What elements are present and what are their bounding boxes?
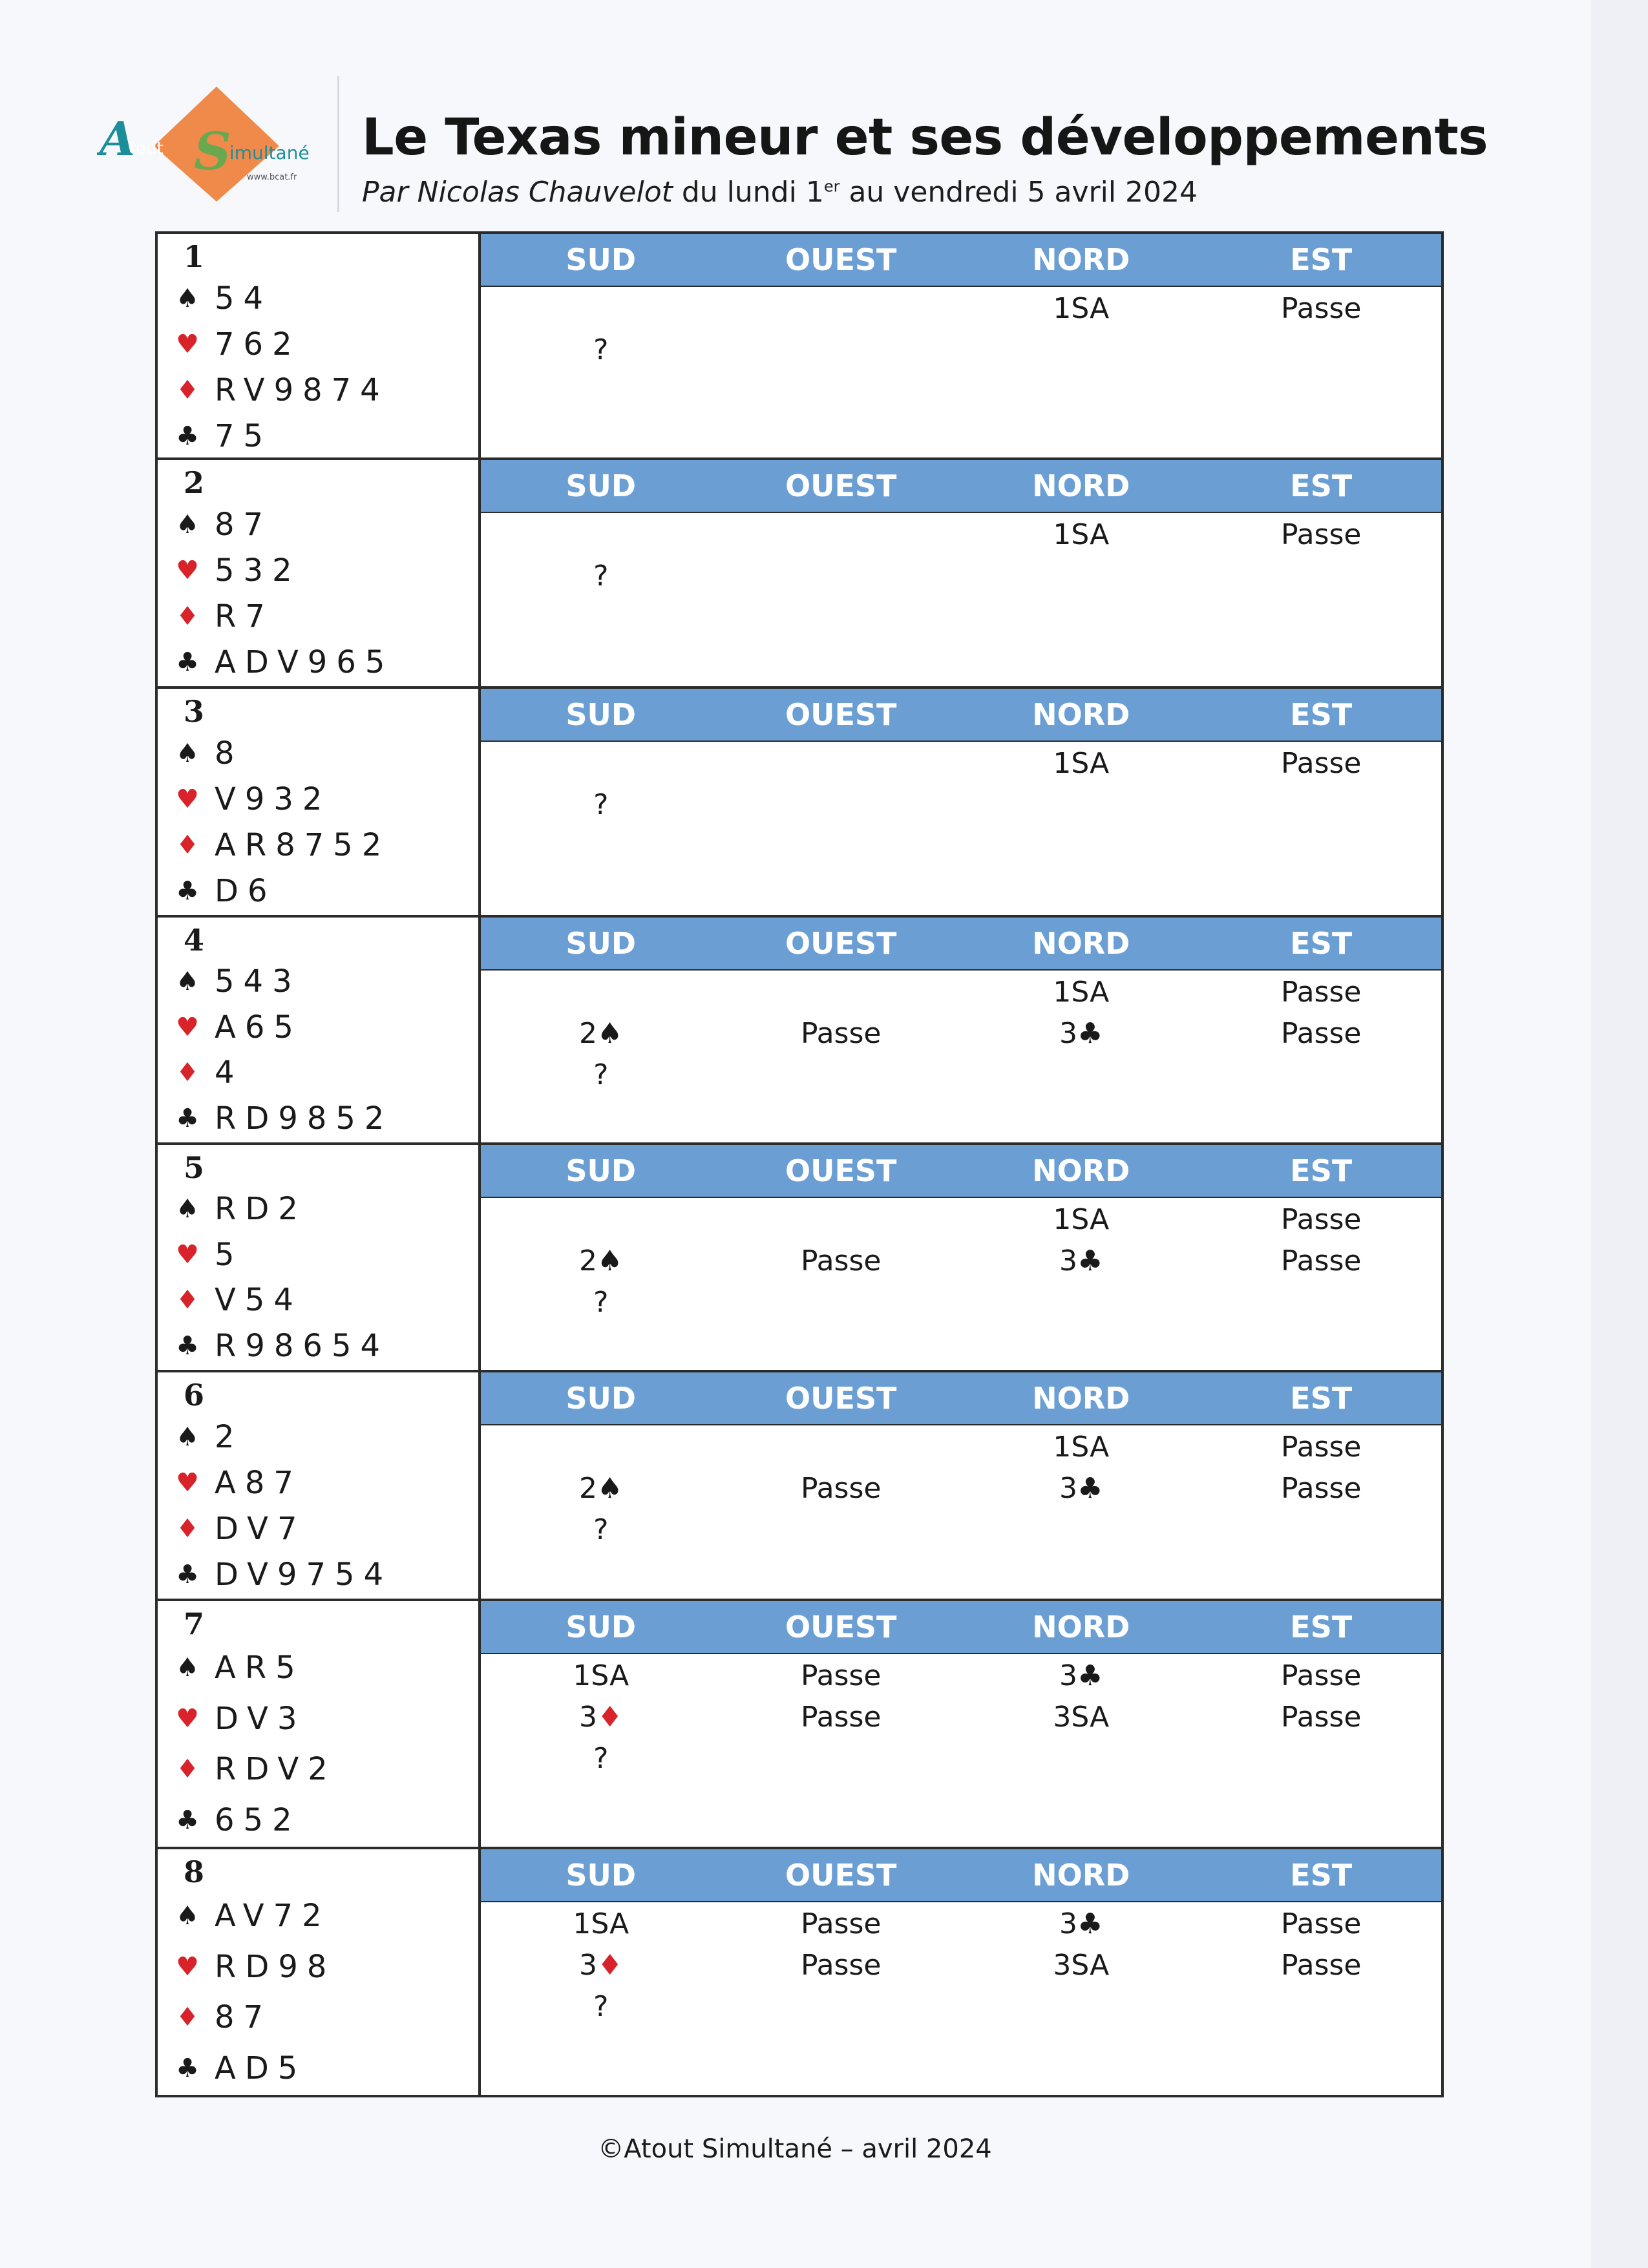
- auction: [481, 1849, 1441, 2095]
- auction-row: [481, 556, 1441, 597]
- suit-line-hearts: [173, 1232, 478, 1278]
- column-header-nord: NORD: [1032, 1153, 1130, 1188]
- auction-row: [481, 1427, 1441, 1468]
- club-icon: ♣: [176, 1805, 199, 1835]
- cards-diamonds: V54: [215, 1282, 302, 1319]
- auction-row: [481, 1697, 1441, 1738]
- deal-3: [155, 689, 1444, 918]
- suit-line-diamonds: [173, 822, 478, 868]
- column-header-est: EST: [1290, 926, 1353, 961]
- column-header-est: EST: [1290, 697, 1353, 732]
- auction-row: [481, 1241, 1441, 1282]
- svg-text:www.bcat.fr: www.bcat.fr: [247, 173, 297, 182]
- hand: [158, 1372, 481, 1599]
- auction-row: [481, 1013, 1441, 1055]
- suit-line-clubs: [173, 639, 478, 685]
- auction-header: [481, 460, 1441, 513]
- bid-ouest: [721, 1199, 962, 1241]
- deal-6: [155, 1372, 1444, 1601]
- column-header-sud: SUD: [565, 1153, 637, 1188]
- heart-icon: ♥: [176, 1239, 199, 1270]
- spade-icon: ♠: [176, 1422, 199, 1452]
- bid-sud: [481, 1199, 721, 1241]
- bid-nord: 1SA: [1053, 292, 1110, 325]
- club-icon: ♣: [176, 2053, 199, 2083]
- club-icon: ♣: [176, 647, 199, 677]
- bid-nord: 1SA: [1053, 747, 1110, 780]
- hand: [158, 689, 481, 915]
- bid-ouest: [721, 1427, 962, 1468]
- diamond-icon: ♦: [176, 1754, 199, 1785]
- page-title: Le Texas mineur et ses développements: [362, 109, 1488, 167]
- deal-number: 2: [184, 465, 205, 500]
- auction: [481, 918, 1441, 1142]
- column-header-sud: SUD: [565, 1858, 637, 1893]
- spade-icon: ♠: [176, 509, 199, 540]
- bid-sud: [481, 514, 721, 556]
- deal-1: [155, 231, 1444, 460]
- cards-spades: 87: [215, 506, 273, 543]
- auction-row: [481, 1945, 1441, 1986]
- suit-line-hearts: [173, 1694, 478, 1745]
- diamond-icon: ♦: [176, 1285, 199, 1316]
- bid-ouest: Passe: [801, 1244, 882, 1277]
- deal-4: [155, 918, 1444, 1145]
- suit-line-spades: [173, 730, 478, 776]
- suit-line-clubs: [173, 1323, 478, 1369]
- column-header-est: EST: [1290, 1153, 1353, 1188]
- cards-hearts: A87: [215, 1464, 302, 1501]
- column-header-est: EST: [1290, 242, 1353, 277]
- deal-8: [155, 1849, 1444, 2097]
- auction: [481, 1601, 1441, 1847]
- bid-est: Passe: [1281, 1701, 1362, 1734]
- bid-sud: [481, 972, 721, 1013]
- auction-row: [481, 972, 1441, 1013]
- bid-sud: ?: [593, 560, 609, 593]
- bid-ouest: [721, 1738, 962, 1780]
- club-icon: ♣: [176, 1330, 199, 1361]
- deal-5: [155, 1145, 1444, 1372]
- heart-icon: ♥: [176, 1703, 199, 1734]
- cards-spades: 8: [215, 735, 244, 772]
- column-header-est: EST: [1290, 1858, 1353, 1893]
- bid-nord: 3♣: [1059, 1017, 1103, 1050]
- cards-spades: RD2: [215, 1191, 307, 1228]
- deal-number: 7: [184, 1606, 205, 1641]
- cards-hearts: V932: [215, 781, 332, 817]
- hand: [158, 1601, 481, 1847]
- cards-diamonds: AR8752: [215, 826, 391, 863]
- bid-nord: [961, 1509, 1201, 1551]
- auction-header: [481, 1601, 1441, 1654]
- cards-clubs: D6: [215, 872, 277, 909]
- cards-diamonds: DV7: [215, 1510, 306, 1547]
- auction-row: [481, 743, 1441, 784]
- diamond-icon: ♦: [176, 601, 199, 631]
- deal-number: 8: [184, 1854, 205, 1889]
- diamond-icon: ♦: [176, 1058, 199, 1088]
- subtitle-sup: er: [823, 177, 840, 196]
- column-header-est: EST: [1290, 1610, 1353, 1644]
- column-header-ouest: OUEST: [785, 1610, 897, 1644]
- cards-clubs: RD9852: [215, 1100, 394, 1137]
- cards-clubs: AD5: [215, 2050, 307, 2086]
- suit-line-hearts: [173, 1005, 478, 1051]
- suit-line-clubs: [173, 1795, 478, 1846]
- bid-ouest: Passe: [801, 1659, 882, 1692]
- bid-est: Passe: [1281, 747, 1362, 780]
- cards-hearts: 532: [215, 552, 301, 589]
- suit-line-clubs: [173, 413, 478, 459]
- column-header-est: EST: [1290, 468, 1353, 503]
- atout-simultane-logo: [97, 83, 336, 205]
- auction-row: [481, 1904, 1441, 1945]
- column-header-nord: NORD: [1032, 1381, 1130, 1416]
- deal-7: [155, 1601, 1444, 1849]
- hand: [158, 1849, 481, 2095]
- bid-ouest: [721, 1055, 962, 1096]
- bid-est: Passe: [1281, 1949, 1362, 1982]
- subtitle-author: Par Nicolas Chauvelot: [362, 176, 673, 209]
- spade-icon: ♠: [176, 283, 199, 313]
- page-edge: [1591, 0, 1648, 2268]
- club-icon: ♣: [176, 876, 199, 906]
- bid-nord: 3♣: [1059, 1659, 1103, 1692]
- bid-est: Passe: [1281, 292, 1362, 325]
- column-header-nord: NORD: [1032, 926, 1130, 961]
- column-header-sud: SUD: [565, 697, 637, 732]
- bid-est: [1201, 1282, 1442, 1323]
- suit-line-diamonds: [173, 1277, 478, 1323]
- bid-est: [1201, 556, 1442, 597]
- bid-est: Passe: [1281, 1203, 1362, 1236]
- auction: [481, 460, 1441, 686]
- column-header-nord: NORD: [1032, 468, 1130, 503]
- bid-est: Passe: [1281, 976, 1362, 1009]
- cards-diamonds: 4: [215, 1055, 244, 1091]
- bid-sud: 2♠: [579, 1017, 623, 1050]
- suit-line-spades: [173, 1186, 478, 1232]
- heart-icon: ♥: [176, 1012, 199, 1042]
- column-header-sud: SUD: [565, 1381, 637, 1416]
- suit-line-hearts: [173, 547, 478, 593]
- column-header-sud: SUD: [565, 468, 637, 503]
- auction-row: [481, 288, 1441, 330]
- bid-sud: ?: [593, 1286, 609, 1319]
- club-icon: ♣: [176, 421, 199, 451]
- cards-hearts: 762: [215, 326, 301, 362]
- bid-nord: 3♣: [1059, 1907, 1103, 1940]
- bid-ouest: Passe: [801, 1472, 882, 1505]
- hand: [158, 234, 481, 457]
- bid-sud: [481, 743, 721, 784]
- cards-diamonds: 87: [215, 1999, 273, 2036]
- column-header-nord: NORD: [1032, 697, 1130, 732]
- cards-diamonds: RDV2: [215, 1751, 337, 1788]
- cards-diamonds: R7: [215, 598, 274, 635]
- bid-est: [1201, 784, 1442, 826]
- club-icon: ♣: [176, 1103, 199, 1133]
- bid-est: [1201, 1055, 1442, 1096]
- bid-est: [1201, 1986, 1442, 2028]
- bid-est: Passe: [1281, 1472, 1362, 1505]
- bid-ouest: [721, 972, 962, 1013]
- column-header-sud: SUD: [565, 242, 637, 277]
- auction-row: [481, 514, 1441, 556]
- deals-table: [155, 231, 1444, 2097]
- bid-nord: 1SA: [1053, 518, 1110, 551]
- auction: [481, 689, 1441, 915]
- suit-line-spades: [173, 501, 478, 547]
- bid-nord: [961, 1055, 1201, 1096]
- bid-est: Passe: [1281, 1431, 1362, 1464]
- bid-ouest: [721, 784, 962, 826]
- diamond-icon: ♦: [176, 830, 199, 860]
- cards-diamonds: RV9874: [215, 372, 389, 408]
- column-header-ouest: OUEST: [785, 468, 897, 503]
- spade-icon: ♠: [176, 967, 199, 997]
- bid-sud: ?: [593, 788, 609, 821]
- cards-spades: AV72: [215, 1898, 331, 1935]
- hand: [158, 1145, 481, 1370]
- suit-line-clubs: [173, 868, 478, 914]
- svg-text:tout: tout: [129, 139, 164, 158]
- suit-line-diamonds: [173, 1050, 478, 1096]
- suit-line-hearts: [173, 1942, 478, 1993]
- suit-line-spades: [173, 1643, 478, 1694]
- subtitle-dates-end: au vendredi 5 avril 2024: [840, 176, 1198, 209]
- bid-est: Passe: [1281, 1659, 1362, 1692]
- suit-line-hearts: [173, 321, 478, 367]
- auction-header: [481, 1849, 1441, 1902]
- auction-header: [481, 234, 1441, 287]
- auction-row: [481, 1655, 1441, 1697]
- auction-header: [481, 1145, 1441, 1198]
- spade-icon: ♠: [176, 1653, 199, 1683]
- suit-line-diamonds: [173, 1506, 478, 1551]
- header-separator: [337, 76, 339, 212]
- cards-clubs: R98654: [215, 1327, 390, 1364]
- bid-ouest: [721, 556, 962, 597]
- bid-ouest: [721, 1986, 962, 2028]
- suit-line-diamonds: [173, 367, 478, 413]
- svg-text:imultané: imultané: [229, 142, 310, 163]
- auction: [481, 1372, 1441, 1599]
- subtitle-dates-start: du lundi 1: [672, 176, 824, 209]
- svg-text:A: A: [100, 111, 136, 166]
- cards-clubs: DV9754: [215, 1556, 393, 1593]
- bid-ouest: Passe: [801, 1907, 882, 1940]
- bid-ouest: Passe: [801, 1701, 882, 1734]
- auction: [481, 234, 1441, 457]
- bid-nord: [961, 1738, 1201, 1780]
- bid-nord: [961, 556, 1201, 597]
- bid-nord: [961, 1986, 1201, 2028]
- deal-number: 5: [184, 1150, 205, 1185]
- bid-ouest: [721, 1282, 962, 1323]
- bid-nord: 3♣: [1059, 1472, 1103, 1505]
- footer-copyright: ©Atout Simultané – avril 2024: [598, 2134, 992, 2164]
- bid-nord: [961, 1282, 1201, 1323]
- bid-ouest: [721, 743, 962, 784]
- bid-ouest: [721, 514, 962, 556]
- auction: [481, 1145, 1441, 1370]
- bid-ouest: [721, 288, 962, 330]
- bid-ouest: [721, 330, 962, 371]
- cards-clubs: 75: [215, 417, 273, 454]
- suit-line-spades: [173, 275, 478, 321]
- auction-header: [481, 918, 1441, 971]
- auction-row: [481, 1986, 1441, 2028]
- auction-row: [481, 1738, 1441, 1780]
- bid-sud: 2♠: [579, 1244, 623, 1277]
- column-header-nord: NORD: [1032, 242, 1130, 277]
- column-header-ouest: OUEST: [785, 697, 897, 732]
- bid-sud: 2♠: [579, 1472, 623, 1505]
- auction-header: [481, 689, 1441, 742]
- auction-row: [481, 1468, 1441, 1509]
- deal-number: 3: [184, 694, 205, 729]
- bid-nord: 1SA: [1053, 1203, 1110, 1236]
- spade-icon: ♠: [176, 738, 199, 768]
- suit-line-hearts: [173, 1460, 478, 1506]
- bid-nord: 1SA: [1053, 976, 1110, 1009]
- auction-row: [481, 1282, 1441, 1323]
- suit-line-diamonds: [173, 593, 478, 639]
- heart-icon: ♥: [176, 555, 199, 585]
- suit-line-diamonds: [173, 1744, 478, 1795]
- diamond-icon: ♦: [176, 2002, 199, 2033]
- bid-ouest: [721, 1509, 962, 1551]
- deal-number: 6: [184, 1378, 205, 1412]
- cards-hearts: RD98: [215, 1948, 336, 1985]
- heart-icon: ♥: [176, 784, 199, 814]
- bid-est: Passe: [1281, 1244, 1362, 1277]
- bid-nord: 3SA: [1053, 1949, 1110, 1982]
- bid-sud: ?: [593, 333, 609, 366]
- bid-nord: 3SA: [1053, 1701, 1110, 1734]
- column-header-ouest: OUEST: [785, 242, 897, 277]
- column-header-ouest: OUEST: [785, 1858, 897, 1893]
- suit-line-clubs: [173, 1096, 478, 1142]
- club-icon: ♣: [176, 1559, 199, 1590]
- page-subtitle: [362, 176, 1198, 209]
- hand: [158, 918, 481, 1142]
- bid-est: Passe: [1281, 1017, 1362, 1050]
- bid-sud: [481, 288, 721, 330]
- column-header-nord: NORD: [1032, 1610, 1130, 1644]
- diamond-icon: ♦: [176, 1513, 199, 1544]
- auction-row: [481, 1055, 1441, 1096]
- bid-ouest: Passe: [801, 1017, 882, 1050]
- cards-spades: 54: [215, 280, 273, 317]
- cards-hearts: DV3: [215, 1700, 306, 1737]
- bid-nord: [961, 330, 1201, 371]
- deal-number: 4: [184, 923, 205, 958]
- spade-icon: ♠: [176, 1194, 199, 1224]
- hand: [158, 460, 481, 686]
- bid-nord: [961, 784, 1201, 826]
- cards-clubs: 652: [215, 1801, 301, 1838]
- bid-est: Passe: [1281, 518, 1362, 551]
- cards-spades: AR5: [215, 1650, 304, 1686]
- bid-est: Passe: [1281, 1907, 1362, 1940]
- bid-sud: 1SA: [573, 1659, 629, 1692]
- heart-icon: ♥: [176, 329, 199, 359]
- bid-est: [1201, 1509, 1442, 1551]
- column-header-ouest: OUEST: [785, 1381, 897, 1416]
- bid-sud: 1SA: [573, 1907, 629, 1940]
- auction-header: [481, 1372, 1441, 1425]
- column-header-ouest: OUEST: [785, 1153, 897, 1188]
- column-header-nord: NORD: [1032, 1858, 1130, 1893]
- bid-nord: 3♣: [1059, 1244, 1103, 1277]
- suit-line-clubs: [173, 1551, 478, 1597]
- column-header-sud: SUD: [565, 1610, 637, 1644]
- bid-nord: 1SA: [1053, 1431, 1110, 1464]
- svg-text:S: S: [194, 121, 231, 182]
- cards-spades: 2: [215, 1418, 244, 1455]
- bid-sud: ?: [593, 1742, 609, 1775]
- bid-sud: ?: [593, 1990, 609, 2023]
- deal-2: [155, 460, 1444, 689]
- heart-icon: ♥: [176, 1951, 199, 1982]
- auction-row: [481, 784, 1441, 826]
- cards-hearts: 5: [215, 1236, 244, 1273]
- auction-row: [481, 1509, 1441, 1551]
- suit-line-spades: [173, 1891, 478, 1942]
- cards-hearts: A65: [215, 1009, 302, 1045]
- auction-row: [481, 1199, 1441, 1241]
- cards-clubs: ADV965: [215, 644, 394, 680]
- bid-est: [1201, 330, 1442, 371]
- cards-spades: 543: [215, 963, 301, 1000]
- spade-icon: ♠: [176, 1901, 199, 1931]
- diamond-icon: ♦: [176, 375, 199, 405]
- auction-row: [481, 330, 1441, 371]
- suit-line-spades: [173, 959, 478, 1005]
- bid-sud: ?: [593, 1513, 609, 1546]
- suit-line-clubs: [173, 2043, 478, 2094]
- column-header-sud: SUD: [565, 926, 637, 961]
- column-header-est: EST: [1290, 1381, 1353, 1416]
- column-header-ouest: OUEST: [785, 926, 897, 961]
- bid-sud: [481, 1427, 721, 1468]
- heart-icon: ♥: [176, 1467, 199, 1498]
- bid-ouest: Passe: [801, 1949, 882, 1982]
- bid-sud: ?: [593, 1058, 609, 1091]
- bid-sud: 3♦: [579, 1949, 623, 1982]
- suit-line-spades: [173, 1414, 478, 1460]
- bid-sud: 3♦: [579, 1701, 623, 1734]
- suit-line-hearts: [173, 776, 478, 822]
- deal-number: 1: [184, 239, 205, 274]
- bid-est: [1201, 1738, 1442, 1780]
- suit-line-diamonds: [173, 1992, 478, 2043]
